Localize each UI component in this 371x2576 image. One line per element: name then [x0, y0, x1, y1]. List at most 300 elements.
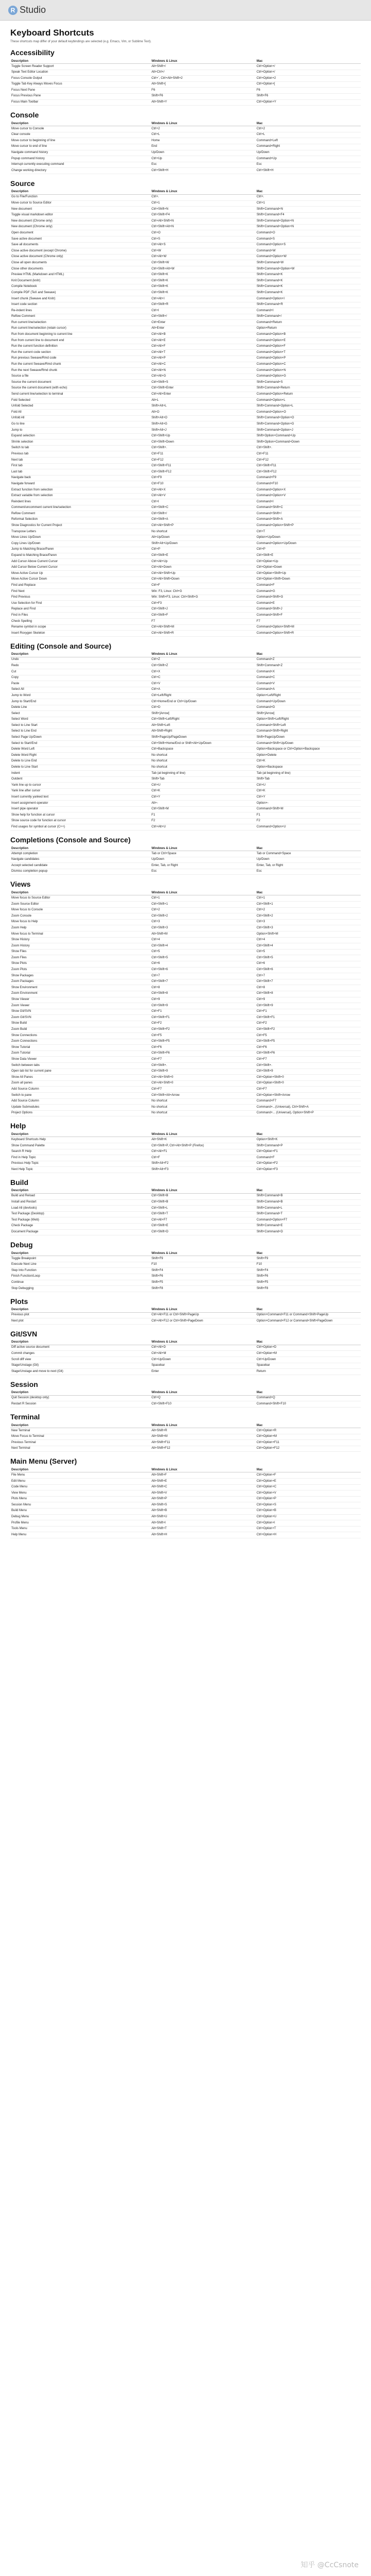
table-row — [10, 1206, 361, 1212]
table-row — [10, 919, 361, 925]
shortcut-description: Source a file — [10, 374, 150, 380]
table-row — [10, 421, 361, 428]
shortcut-description: Session Menu — [10, 1502, 150, 1509]
shortcut-description: Navigate back — [10, 475, 150, 481]
shortcut-description: Expand selection — [10, 433, 150, 439]
shortcut-windows-linux: Shift+Alt+Up/Down — [150, 541, 256, 547]
table-row — [10, 619, 361, 625]
table-row — [10, 284, 361, 290]
shortcut-windows-linux: Ctrl+1 — [150, 200, 256, 207]
shortcut-mac: F2 — [256, 818, 361, 824]
shortcut-mac: Ctrl+K — [256, 758, 361, 765]
shortcut-description: Compile Notebook — [10, 284, 150, 290]
table-row — [10, 1161, 361, 1167]
table-row — [10, 728, 361, 735]
shortcut-table — [10, 890, 361, 1116]
shortcut-mac: Command+Option+F7 — [256, 1217, 361, 1224]
shortcut-mac: Ctrl+Shift+6 — [256, 967, 361, 973]
shortcut-windows-linux: Ctrl+K — [150, 788, 256, 794]
shortcut-mac: Ctrl+Shift+9 — [256, 1003, 361, 1009]
shortcut-description: Close all open documents — [10, 260, 150, 266]
table-row — [10, 1526, 361, 1532]
shortcut-mac: Shift+Command+S — [256, 380, 361, 386]
shortcut-windows-linux: Ctrl+. — [150, 194, 256, 200]
table-row — [10, 973, 361, 979]
table-row — [10, 699, 361, 705]
table-row — [10, 1363, 361, 1369]
table-row — [10, 308, 361, 314]
shortcut-description: Next plot — [10, 1318, 150, 1325]
shortcut-mac: Command+Shift+Up/Down — [256, 741, 361, 747]
shortcut-mac: Shift+F5 — [256, 1280, 361, 1286]
shortcut-mac: Ctrl+Option+F2 — [256, 1161, 361, 1167]
shortcut-description: Source the current document (with echo) — [10, 385, 150, 392]
table-row — [10, 493, 361, 499]
column-header: Windows & Linux — [150, 890, 256, 895]
shortcut-mac: Ctrl+Option+P — [256, 1496, 361, 1502]
shortcut-mac: Command+Option+O — [256, 410, 361, 416]
shortcut-windows-linux: Shift+Alt+G — [150, 421, 256, 428]
column-header: Mac — [256, 1189, 361, 1194]
shortcut-description: Switch to tab — [10, 445, 150, 451]
shortcut-windows-linux: Ctrl+F3 — [150, 601, 256, 607]
shortcut-description: Knit Document (knitr) — [10, 278, 150, 284]
shortcut-windows-linux: Ctrl+7 — [150, 973, 256, 979]
shortcut-mac: Option+Backspace or Ctrl+Option+Backspace — [256, 747, 361, 753]
shortcut-windows-linux: Alt+Shift+F11 — [150, 1440, 256, 1446]
shortcut-mac: Shift+Command+Return — [256, 385, 361, 392]
section-title: Build — [10, 1178, 28, 1187]
shortcut-windows-linux: Up/Down — [150, 857, 256, 863]
table-row — [10, 99, 361, 106]
section-title: Main Menu (Server) — [10, 1457, 77, 1466]
table-row — [10, 1003, 361, 1009]
shortcut-mac: Command+Option+U — [256, 824, 361, 831]
shortcut-mac: Ctrl+Option+E — [256, 1479, 361, 1485]
shortcut-description: Zoom Build — [10, 1027, 150, 1033]
shortcut-windows-linux: Ctrl+Alt+Shift+M — [150, 624, 256, 631]
table-row — [10, 675, 361, 681]
shortcut-windows-linux: Alt+- — [150, 801, 256, 807]
shortcut-mac: Command+C — [256, 675, 361, 681]
shortcut-mac: Shift+Tab — [256, 776, 361, 783]
shortcut-windows-linux: Ctrl+Alt+F12 or Ctrl+Shift+PageDown — [150, 1318, 256, 1325]
section-source — [10, 179, 361, 637]
shortcut-windows-linux: Ctrl+Shift+9 — [150, 1069, 256, 1075]
shortcut-table — [10, 1251, 361, 1292]
shortcut-mac: Ctrl+1 — [256, 200, 361, 207]
shortcut-mac: Command+F — [256, 583, 361, 589]
shortcut-description: Focus Previous Pane — [10, 93, 150, 99]
table-row — [10, 771, 361, 777]
shortcut-mac: Ctrl+F2 — [256, 1021, 361, 1027]
section-title: Editing (Console and Source) — [10, 641, 112, 650]
shortcut-description: Cut — [10, 669, 150, 675]
table-row — [10, 230, 361, 236]
shortcut-mac: Command+Up/Down — [256, 699, 361, 705]
table-row — [10, 1357, 361, 1363]
shortcut-description: Plots Menu — [10, 1496, 150, 1502]
table-row — [10, 765, 361, 771]
shortcut-mac: Shift+Command+L — [256, 1206, 361, 1212]
table-row — [10, 344, 361, 350]
shortcut-windows-linux: Tab or Ctrl+Space — [150, 851, 256, 857]
shortcut-windows-linux: Ctrl+Left/Right — [150, 693, 256, 699]
shortcut-mac: Command+W — [256, 248, 361, 255]
shortcut-description: Stage/Unstage and move to next (Git) — [10, 1369, 150, 1375]
shortcut-mac: Command+Option+I — [256, 296, 361, 302]
table-row — [10, 505, 361, 511]
shortcut-mac: Command+Option+P — [256, 355, 361, 362]
shortcut-windows-linux: Ctrl+Alt+F1 — [150, 1149, 256, 1155]
table-row — [10, 380, 361, 386]
table-row — [10, 818, 361, 824]
table-row — [10, 657, 361, 663]
shortcut-windows-linux: Ctrl+F2 — [150, 1021, 256, 1027]
shortcut-description: Debug Menu — [10, 1514, 150, 1520]
shortcut-mac: F6 — [256, 88, 361, 94]
shortcut-description: Use Selection for Find — [10, 601, 150, 607]
shortcut-windows-linux: Ctrl+5 — [150, 949, 256, 955]
column-header: Description — [10, 652, 150, 657]
shortcut-description: Copy — [10, 675, 150, 681]
shortcut-description: Accept selected candidate — [10, 863, 150, 869]
table-row — [10, 571, 361, 577]
shortcut-description: Run from document beginning to current line — [10, 332, 150, 338]
shortcut-mac: Shift+Command+K — [256, 278, 361, 284]
shortcut-windows-linux: Ctrl+Alt+Enter — [150, 392, 256, 398]
column-header: Windows & Linux — [150, 1391, 256, 1396]
table-row — [10, 783, 361, 789]
table-row — [10, 741, 361, 747]
shortcut-description: Zoom History — [10, 943, 150, 950]
table-row — [10, 967, 361, 973]
shortcut-mac: Ctrl+L — [256, 132, 361, 138]
shortcut-description: Unfold All — [10, 415, 150, 421]
shortcut-description: Previous tab — [10, 451, 150, 457]
table-row — [10, 1080, 361, 1087]
shortcut-mac: Command+Shift+J — [256, 606, 361, 613]
shortcut-description: Compile PDF (TeX and Sweave) — [10, 290, 150, 296]
shortcut-windows-linux: Ctrl+Y — [150, 794, 256, 801]
shortcut-windows-linux: Ctrl+Shift+B — [150, 1199, 256, 1206]
shortcut-description: Show source code for function at cursor — [10, 818, 150, 824]
shortcut-windows-linux: Ctrl+F11 — [150, 451, 256, 457]
shortcut-windows-linux: No shortcut — [150, 1098, 256, 1105]
column-header: Mac — [256, 121, 361, 126]
table-row — [10, 529, 361, 535]
table-row — [10, 242, 361, 248]
shortcut-description: Add Cursor Below Current Cursor — [10, 565, 150, 571]
shortcut-mac: Command+Option+Shift+M — [256, 624, 361, 631]
shortcut-mac: Shift+Command+E — [256, 1223, 361, 1229]
shortcut-mac: Ctrl+Option+F12 — [256, 1446, 361, 1452]
table-row — [10, 278, 361, 284]
table-row — [10, 168, 361, 174]
table-row — [10, 794, 361, 801]
section-plots — [10, 1297, 361, 1325]
shortcut-description: Search R Help — [10, 1149, 150, 1155]
shortcut-description: Delete Word Right — [10, 753, 150, 759]
shortcut-mac: Option+Command+F12 or Command+Shift+PageDown — [256, 1318, 361, 1325]
page-title: Keyboard Shortcuts — [10, 28, 94, 38]
shortcut-mac: Command+E — [256, 601, 361, 607]
shortcut-description: Go to File/Function — [10, 194, 150, 200]
shortcut-description: Insert chunk (Sweave and Knitr) — [10, 296, 150, 302]
table-header-row — [10, 1391, 361, 1396]
shortcut-windows-linux: Shift+F6 — [150, 1274, 256, 1280]
shortcut-description: Move focus to Source Editor — [10, 895, 150, 902]
shortcut-windows-linux: Ctrl+Backspace — [150, 747, 256, 753]
shortcut-windows-linux: Ctrl+Alt+B — [150, 332, 256, 338]
shortcut-mac: Ctrl+F12 — [256, 457, 361, 464]
shortcut-sections — [10, 48, 361, 1538]
shortcut-windows-linux: Shift+Alt+F3 — [150, 1167, 256, 1173]
shortcut-mac: Ctrl+Shift+H — [256, 168, 361, 174]
table-row — [10, 254, 361, 260]
section-title: Completions (Console and Source) — [10, 836, 131, 844]
section-title: Session — [10, 1380, 38, 1388]
shortcut-windows-linux: Alt+Shift+V — [150, 1490, 256, 1497]
shortcut-mac: Command+Q — [256, 1395, 361, 1401]
shortcut-windows-linux: Win: F3, Linux: Ctrl+G — [150, 589, 256, 595]
table-row — [10, 1508, 361, 1514]
shortcut-mac: F10 — [256, 1262, 361, 1268]
shortcut-description: Zoom Help — [10, 925, 150, 931]
table-row — [10, 248, 361, 255]
table-row — [10, 1520, 361, 1527]
shortcut-windows-linux: Ctrl+`, Ctrl+Alt+Shift+2 — [150, 76, 256, 82]
shortcut-description: Find usages for symbol at cursor (C++) — [10, 824, 150, 831]
shortcut-windows-linux: Ctrl+Alt+V — [150, 493, 256, 499]
table-row — [10, 469, 361, 476]
shortcut-mac: Command+Shift+Right — [256, 728, 361, 735]
shortcut-mac: Ctrl+Shift+2 — [256, 913, 361, 920]
table-row — [10, 1229, 361, 1235]
shortcut-mac: Ctrl+Shift+F5 — [256, 1039, 361, 1045]
shortcut-windows-linux: Shift+F5 — [150, 1280, 256, 1286]
shortcut-windows-linux: Ctrl+Shift+1 — [150, 902, 256, 908]
shortcut-table — [10, 1467, 361, 1538]
shortcut-mac: Command+Z — [256, 657, 361, 663]
shortcut-windows-linux: Alt+Shift+H — [150, 1532, 256, 1538]
shortcut-windows-linux: Ctrl+Alt+Up — [150, 559, 256, 565]
shortcut-description: Dismiss completion popup — [10, 869, 150, 875]
shortcut-description: Stage/Unstage (Git) — [10, 1363, 150, 1369]
table-row — [10, 669, 361, 675]
table-header-row — [10, 652, 361, 657]
shortcut-description: Move focus to Console — [10, 907, 150, 913]
shortcut-mac: Command+Option+Up/Down — [256, 541, 361, 547]
table-row — [10, 961, 361, 967]
shortcut-description: Run the current Sweave/Rmd chunk — [10, 362, 150, 368]
shortcut-windows-linux: Ctrl+Up — [150, 156, 256, 162]
table-row — [10, 758, 361, 765]
shortcut-mac: Ctrl+F11 — [256, 451, 361, 457]
shortcut-mac: Ctrl+F1 — [256, 1009, 361, 1015]
table-row — [10, 463, 361, 469]
shortcut-description: Execute Next Line — [10, 1262, 150, 1268]
shortcut-mac: Ctrl+8 — [256, 985, 361, 991]
table-row — [10, 812, 361, 819]
shortcut-windows-linux: Ctrl+Shift+/ — [150, 511, 256, 517]
shortcut-windows-linux: Ctrl+P — [150, 547, 256, 553]
table-row — [10, 403, 361, 410]
shortcut-description: Show Plots — [10, 961, 150, 967]
shortcut-description: Move focus to Help — [10, 919, 150, 925]
shortcut-windows-linux: Ctrl+Shift+N — [150, 207, 256, 213]
shortcut-description: Fold All — [10, 410, 150, 416]
shortcut-description: Select Page Up/Down — [10, 735, 150, 741]
shortcut-mac: Command+Option+E — [256, 338, 361, 344]
table-row — [10, 711, 361, 717]
shortcut-description: Reflow Comment — [10, 511, 150, 517]
table-row — [10, 931, 361, 938]
shortcut-windows-linux: Ctrl+Shift+F4 — [150, 212, 256, 218]
shortcut-description: Fold Selected — [10, 398, 150, 404]
shortcut-description: Extract variable from selection — [10, 493, 150, 499]
shortcut-description: Build Menu — [10, 1508, 150, 1514]
table-row — [10, 433, 361, 439]
watermark: 知乎 @CcCsnote — [300, 2561, 359, 2569]
table-row — [10, 595, 361, 601]
shortcut-mac: Ctrl+. — [256, 194, 361, 200]
shortcut-mac: Command+D — [256, 705, 361, 711]
shortcut-mac: Command+... (Universal), Option+Shift+P — [256, 1110, 361, 1116]
shortcut-mac: Ctrl+5 — [256, 949, 361, 955]
shortcut-mac: Ctrl+Shift+7 — [256, 979, 361, 985]
column-header: Windows & Linux — [150, 1340, 256, 1345]
shortcut-windows-linux: Ctrl+Shift+Down — [150, 439, 256, 446]
column-header: Mac — [256, 652, 361, 657]
table-row — [10, 451, 361, 457]
shortcut-description: Show Files — [10, 949, 150, 955]
shortcut-mac: Command+Option+L — [256, 398, 361, 404]
shortcut-description: Show Data Viewer — [10, 1057, 150, 1063]
table-row — [10, 207, 361, 213]
column-header: Description — [10, 1132, 150, 1137]
shortcut-description: Navigate candidates — [10, 857, 150, 863]
table-row — [10, 1472, 361, 1479]
shortcut-windows-linux: Alt+Shift+Left — [150, 723, 256, 729]
shortcut-description: Zoom Packages — [10, 979, 150, 985]
table-row — [10, 943, 361, 950]
shortcut-windows-linux: Ctrl+Shift+8 — [150, 991, 256, 997]
shortcut-description: Show All Panes — [10, 1075, 150, 1081]
shortcut-mac: Shift+Command+K — [256, 290, 361, 296]
table-row — [10, 902, 361, 908]
table-row — [10, 1286, 361, 1292]
shortcut-description: Speak Text Editor Location — [10, 70, 150, 76]
table-row — [10, 385, 361, 392]
shortcut-description: Zoom Plots — [10, 967, 150, 973]
shortcut-mac: Command+I — [256, 499, 361, 505]
shortcut-description: Toggle Breakpoint — [10, 1256, 150, 1262]
shortcut-description: Next Help Topic — [10, 1167, 150, 1173]
shortcut-mac: Command+Shift+G — [256, 595, 361, 601]
shortcut-mac: Command+Shift+Left — [256, 723, 361, 729]
table-row — [10, 1155, 361, 1161]
shortcut-mac: Command+Option+Shift+P — [256, 523, 361, 529]
table-row — [10, 1009, 361, 1015]
shortcut-description: Help Menu — [10, 1532, 150, 1538]
shortcut-windows-linux: Alt+Shift+Y — [150, 99, 256, 106]
shortcut-mac: Ctrl+F6 — [256, 1045, 361, 1051]
table-row — [10, 374, 361, 380]
table-row — [10, 1401, 361, 1408]
shortcut-windows-linux: Alt+Shift+Right — [150, 728, 256, 735]
shortcut-description: New document (Chrome only) — [10, 218, 150, 225]
shortcut-description: Move Focus to Terminal — [10, 1434, 150, 1440]
shortcut-description: Show Git/SVN — [10, 1009, 150, 1015]
shortcut-description: Save all documents — [10, 242, 150, 248]
shortcut-description: Replace and Find — [10, 606, 150, 613]
shortcut-description: Expand to Matching Brace/Paren — [10, 553, 150, 559]
shortcut-mac: Ctrl+Shift+9 — [256, 1069, 361, 1075]
shortcut-windows-linux: F10 — [150, 1262, 256, 1268]
column-header: Mac — [256, 1132, 361, 1137]
shortcut-windows-linux: Alt+Shift+M — [150, 1434, 256, 1440]
shortcut-windows-linux: Alt+Shift+F — [150, 1472, 256, 1479]
shortcut-windows-linux: Ctrl+Shift+E — [150, 553, 256, 559]
shortcut-description: Document Package — [10, 1229, 150, 1235]
shortcut-mac: Ctrl+Option+F11 — [256, 1440, 361, 1446]
shortcut-description: Find Next — [10, 589, 150, 595]
shortcut-mac: Option+- — [256, 801, 361, 807]
shortcut-windows-linux: Ctrl+Shift+Alt+Arrow — [150, 1093, 256, 1099]
shortcut-description: Move Active Cursor Down — [10, 577, 150, 583]
shortcut-mac: Ctrl+Shift+E — [256, 553, 361, 559]
shortcut-mac: Command+I — [256, 308, 361, 314]
section-session — [10, 1380, 361, 1408]
section-title: Debug — [10, 1241, 33, 1249]
shortcut-mac: Shift+Option+Command+Up — [256, 433, 361, 439]
shortcut-description: Run current line/selection (retain cursor) — [10, 326, 150, 332]
shortcut-description: Insert Roxygen Skeleton — [10, 631, 150, 637]
shortcut-mac: Shift+Command+Option+J — [256, 428, 361, 434]
shortcut-table — [10, 190, 361, 637]
shortcut-description: Show Tutorial — [10, 1045, 150, 1051]
shortcut-mac: Ctrl+7 — [256, 973, 361, 979]
shortcut-mac: Shift+Command+F4 — [256, 212, 361, 218]
shortcut-description: Select to Start/End — [10, 741, 150, 747]
section-views — [10, 880, 361, 1116]
table-row — [10, 523, 361, 529]
table-row — [10, 913, 361, 920]
shortcut-windows-linux: Ctrl+Alt+N — [150, 368, 256, 374]
table-row — [10, 487, 361, 494]
table-header-row — [10, 59, 361, 64]
table-row — [10, 1093, 361, 1099]
table-row — [10, 851, 361, 857]
shortcut-windows-linux: Ctrl+Shift+K — [150, 290, 256, 296]
shortcut-mac: Command+Right — [256, 144, 361, 150]
shortcut-description: New Terminal — [10, 1428, 150, 1434]
table-row — [10, 81, 361, 88]
table-row — [10, 290, 361, 296]
table-row — [10, 1262, 361, 1268]
column-header: Description — [10, 1251, 150, 1256]
shortcut-windows-linux: Ctrl+Shift+F5 — [150, 1039, 256, 1045]
section-accessibility — [10, 48, 361, 106]
column-header: Description — [10, 846, 150, 851]
table-row — [10, 126, 361, 132]
shortcut-mac: Ctrl+Shift+F2 — [256, 1027, 361, 1033]
shortcut-windows-linux: Ctrl+Shift+K — [150, 272, 256, 278]
shortcut-description: New document — [10, 207, 150, 213]
shortcut-windows-linux: Shift+Alt+F2 — [150, 1161, 256, 1167]
shortcut-windows-linux: Ctrl+F10 — [150, 481, 256, 487]
